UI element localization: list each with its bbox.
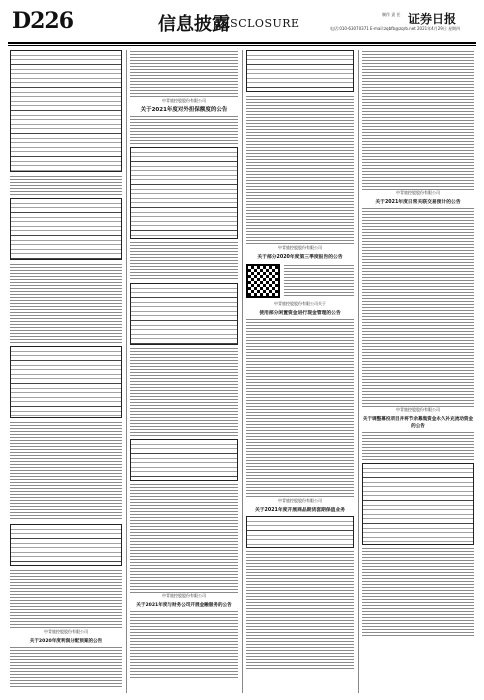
announcement-company: 中青旅控股股份有限公司 [396, 190, 440, 195]
table [130, 283, 238, 345]
body-text [362, 207, 474, 407]
column-divider [242, 50, 243, 693]
announcement-title: 关于2021年度对外担保额度的公告 [140, 107, 228, 113]
body-text [246, 95, 354, 245]
editor-credit: 制作 责 任 [382, 12, 401, 17]
section-title-en: DISCLOSURE [216, 17, 300, 30]
table [246, 50, 354, 92]
announcement-title: 关于调整募投项目并将节余募集资金永久补充流动资金的公告 [362, 417, 474, 429]
body-text [130, 610, 238, 680]
announcement-title: 关于2021年度与财务公司开展金融服务的公告 [136, 603, 232, 608]
body-text [284, 264, 354, 298]
column-4 [362, 50, 474, 693]
table [10, 198, 122, 260]
announcement-company: 中青旅控股股份有限公司关于 [274, 301, 326, 306]
announcement-title: 使用部分闲置资金进行现金管理的公告 [259, 311, 341, 316]
column-3 [246, 50, 354, 693]
section-title: 信息披露 [158, 14, 230, 35]
announcement-company: 中青旅控股股份有限公司 [44, 629, 88, 634]
column-divider [126, 50, 127, 693]
column-1 [10, 50, 122, 693]
announcement-title: 关于部分2020年度第三季度报告的公告 [257, 255, 343, 260]
body-text [10, 421, 122, 521]
table [10, 524, 122, 566]
announcement-title: 关于2021年度开展商品期货套期保值业务 [254, 508, 346, 513]
body-text [362, 50, 474, 190]
body-text [130, 483, 238, 593]
body-text [130, 50, 238, 98]
qr-code [246, 264, 280, 298]
body-text [362, 547, 474, 637]
paper-logo: 证券日报 [408, 12, 457, 26]
announcement-company: 中青旅控股股份有限公司 [278, 498, 322, 503]
table [362, 463, 474, 545]
body-text [10, 569, 122, 629]
announcement-company: 中青旅控股股份有限公司 [162, 98, 206, 103]
body-text [362, 431, 474, 461]
body-text [10, 263, 122, 343]
announcement-company: 中青旅控股股份有限公司 [396, 407, 440, 412]
table [10, 346, 122, 418]
announcement-company: 中青旅控股股份有限公司 [278, 245, 322, 250]
table [10, 50, 122, 172]
announcement-company: 中青旅控股股份有限公司 [162, 593, 206, 598]
body-text [130, 347, 238, 437]
table [130, 439, 238, 481]
body-text [130, 115, 238, 145]
table [246, 516, 354, 548]
contact-meta: 电话:010-63070371 E-mail:zqbfb@zqrb.net 2021年4月29日 星期四 [330, 26, 461, 31]
masthead [8, 6, 476, 38]
announcement-title: 关于2020年度利润分配预案的公告 [29, 639, 103, 644]
body-text [130, 241, 238, 281]
table [130, 147, 238, 239]
body-text [246, 550, 354, 670]
masthead-rule-thin [8, 45, 476, 46]
page-number: D226 [12, 8, 74, 34]
body-text [10, 646, 122, 688]
announcement-title: 关于2021年度日常关联交易预计的公告 [375, 200, 461, 205]
column-divider [358, 50, 359, 693]
body-text [10, 175, 122, 195]
masthead-rule [8, 42, 476, 44]
column-2 [130, 50, 238, 693]
body-text [246, 318, 354, 498]
